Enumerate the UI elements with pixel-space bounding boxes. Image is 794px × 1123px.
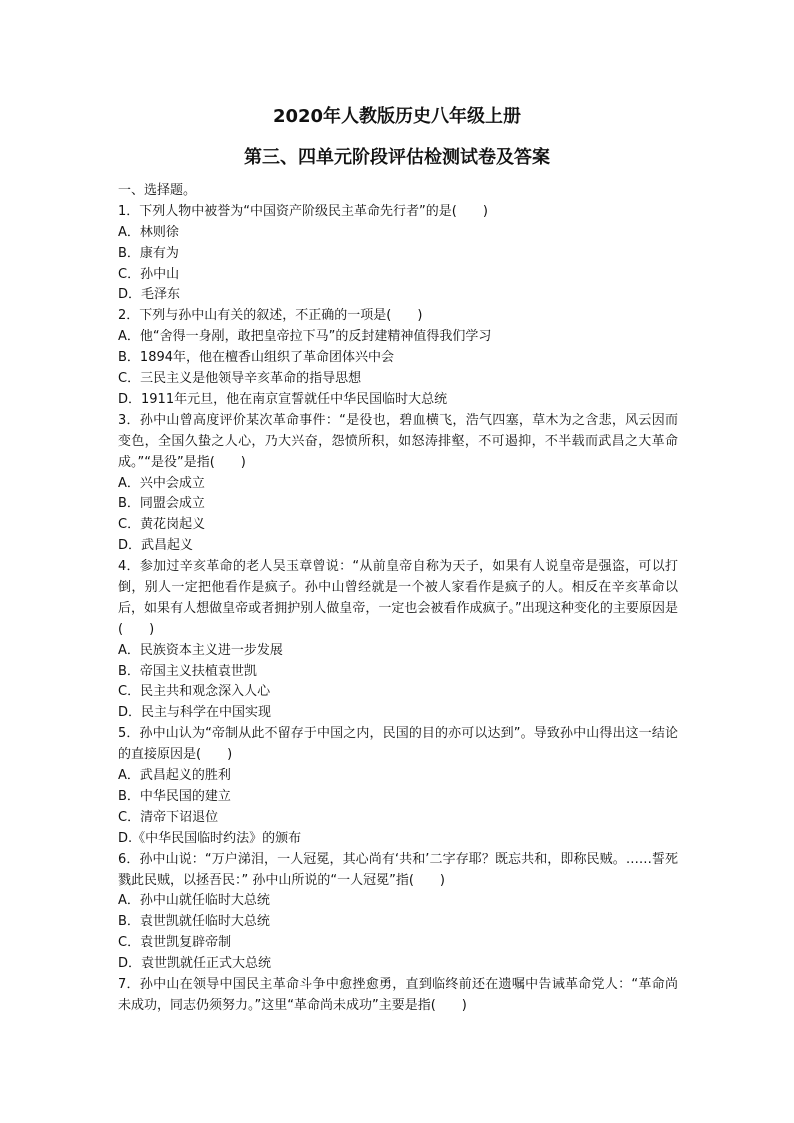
question-5 — [118, 724, 678, 849]
question-stem: 3．孙中山曾高度评价某次革命事件：“是役也，碧血横飞，浩气四塞，草木为之含悲，风云因而变色，全国久蛰之人心，乃大兴奋，怨愤所积，如怒涛排壑，不可遏抑，不半载而武昌之大革命成。”“是役”是指( ) — [118, 412, 678, 470]
option-b: B．1894年，他在檀香山组织了革命团体兴中会 — [118, 350, 395, 366]
question-stem: 2．下列与孙中山有关的叙述，不正确的一项是( ) — [118, 308, 423, 324]
question-stem: 4．参加过辛亥革命的老人吴玉章曾说：“从前皇帝自称为天子，如果有人说皇帝是强盗，可以打倒，别人一定把他看作是疯子。孙中山曾经就是一个被人家看作是疯子的人。相反在辛亥革命以后，如果有人想做皇帝或者拥护别人做皇帝，一定也会被看作成疯子。”出现这种变化的主要原因是( ) — [118, 559, 678, 637]
option-c: C．黄花岗起义 — [118, 517, 206, 533]
option-a: A．林则徐 — [118, 224, 179, 240]
document-body — [118, 181, 678, 1017]
question-1 — [118, 202, 678, 306]
option-d: D．袁世凯就任正式大总统 — [118, 956, 272, 972]
question-stem: 1．下列人物中被誉为“中国资产阶级民主革命先行者”的是( ) — [118, 203, 488, 219]
option-c: C．清帝下诏退位 — [118, 809, 219, 825]
question-6 — [118, 850, 678, 975]
document-title: 2020年人教版历史八年级上册 — [272, 106, 522, 127]
question-2 — [118, 306, 678, 410]
option-c: C．孙中山 — [118, 266, 180, 282]
question-stem: 7．孙中山在领导中国民主革命斗争中愈挫愈勇，直到临终前还在遗嘱中告诫革命党人：“革命尚未成功，同志仍须努力。”这里“革命尚未成功”主要是指( ) — [118, 977, 678, 1013]
question-4 — [118, 557, 678, 724]
option-a: A．兴中会成立 — [118, 475, 205, 491]
option-b: B．康有为 — [118, 245, 179, 261]
option-b: B．帝国主义扶植袁世凯 — [118, 663, 257, 679]
section-heading: 一、选择题。 — [118, 183, 197, 198]
option-b: B．中华民国的建立 — [118, 788, 231, 804]
option-c: C．袁世凯复辟帝制 — [118, 935, 232, 951]
option-d: D．毛泽东 — [118, 287, 181, 303]
option-d: D．1911年元旦，他在南京宣誓就任中华民国临时大总统 — [118, 391, 448, 407]
option-a: A．民族资本主义进一步发展 — [118, 642, 283, 658]
option-a: A．他“舍得一身剐，敢把皇帝拉下马”的反封建精神值得我们学习 — [118, 329, 492, 345]
question-7 — [118, 975, 678, 1017]
option-b: B．袁世凯就任临时大总统 — [118, 914, 270, 930]
option-a: A．武昌起义的胜利 — [118, 768, 231, 784]
option-c: C．民主共和观念深入人心 — [118, 684, 271, 700]
document-subtitle: 第三、四单元阶段评估检测试卷及答案 — [244, 147, 550, 168]
option-d: D．武昌起义 — [118, 538, 194, 554]
question-stem: 5．孙中山认为“帝制从此不留存于中国之内，民国的目的亦可以达到”。导致孙中山得出这一结论的直接原因是( ) — [118, 726, 678, 763]
question-3 — [118, 411, 678, 557]
option-c: C．三民主义是他领导辛亥革命的指导思想 — [118, 371, 362, 387]
option-d: D.《中华民国临时约法》的颁布 — [118, 830, 302, 846]
option-d: D．民主与科学在中国实现 — [118, 705, 272, 721]
question-stem: 6．孙中山说：“万户涕泪，一人冠冕，其心尚有‘共和’二字存耶？既忘共和，即称民贼。……誓死戮此民贼，以拯吾民：” 孙中山所说的“一人冠冕”指( ) — [118, 851, 678, 888]
option-b: B．同盟会成立 — [118, 496, 205, 512]
option-a: A．孙中山就任临时大总统 — [118, 893, 270, 909]
